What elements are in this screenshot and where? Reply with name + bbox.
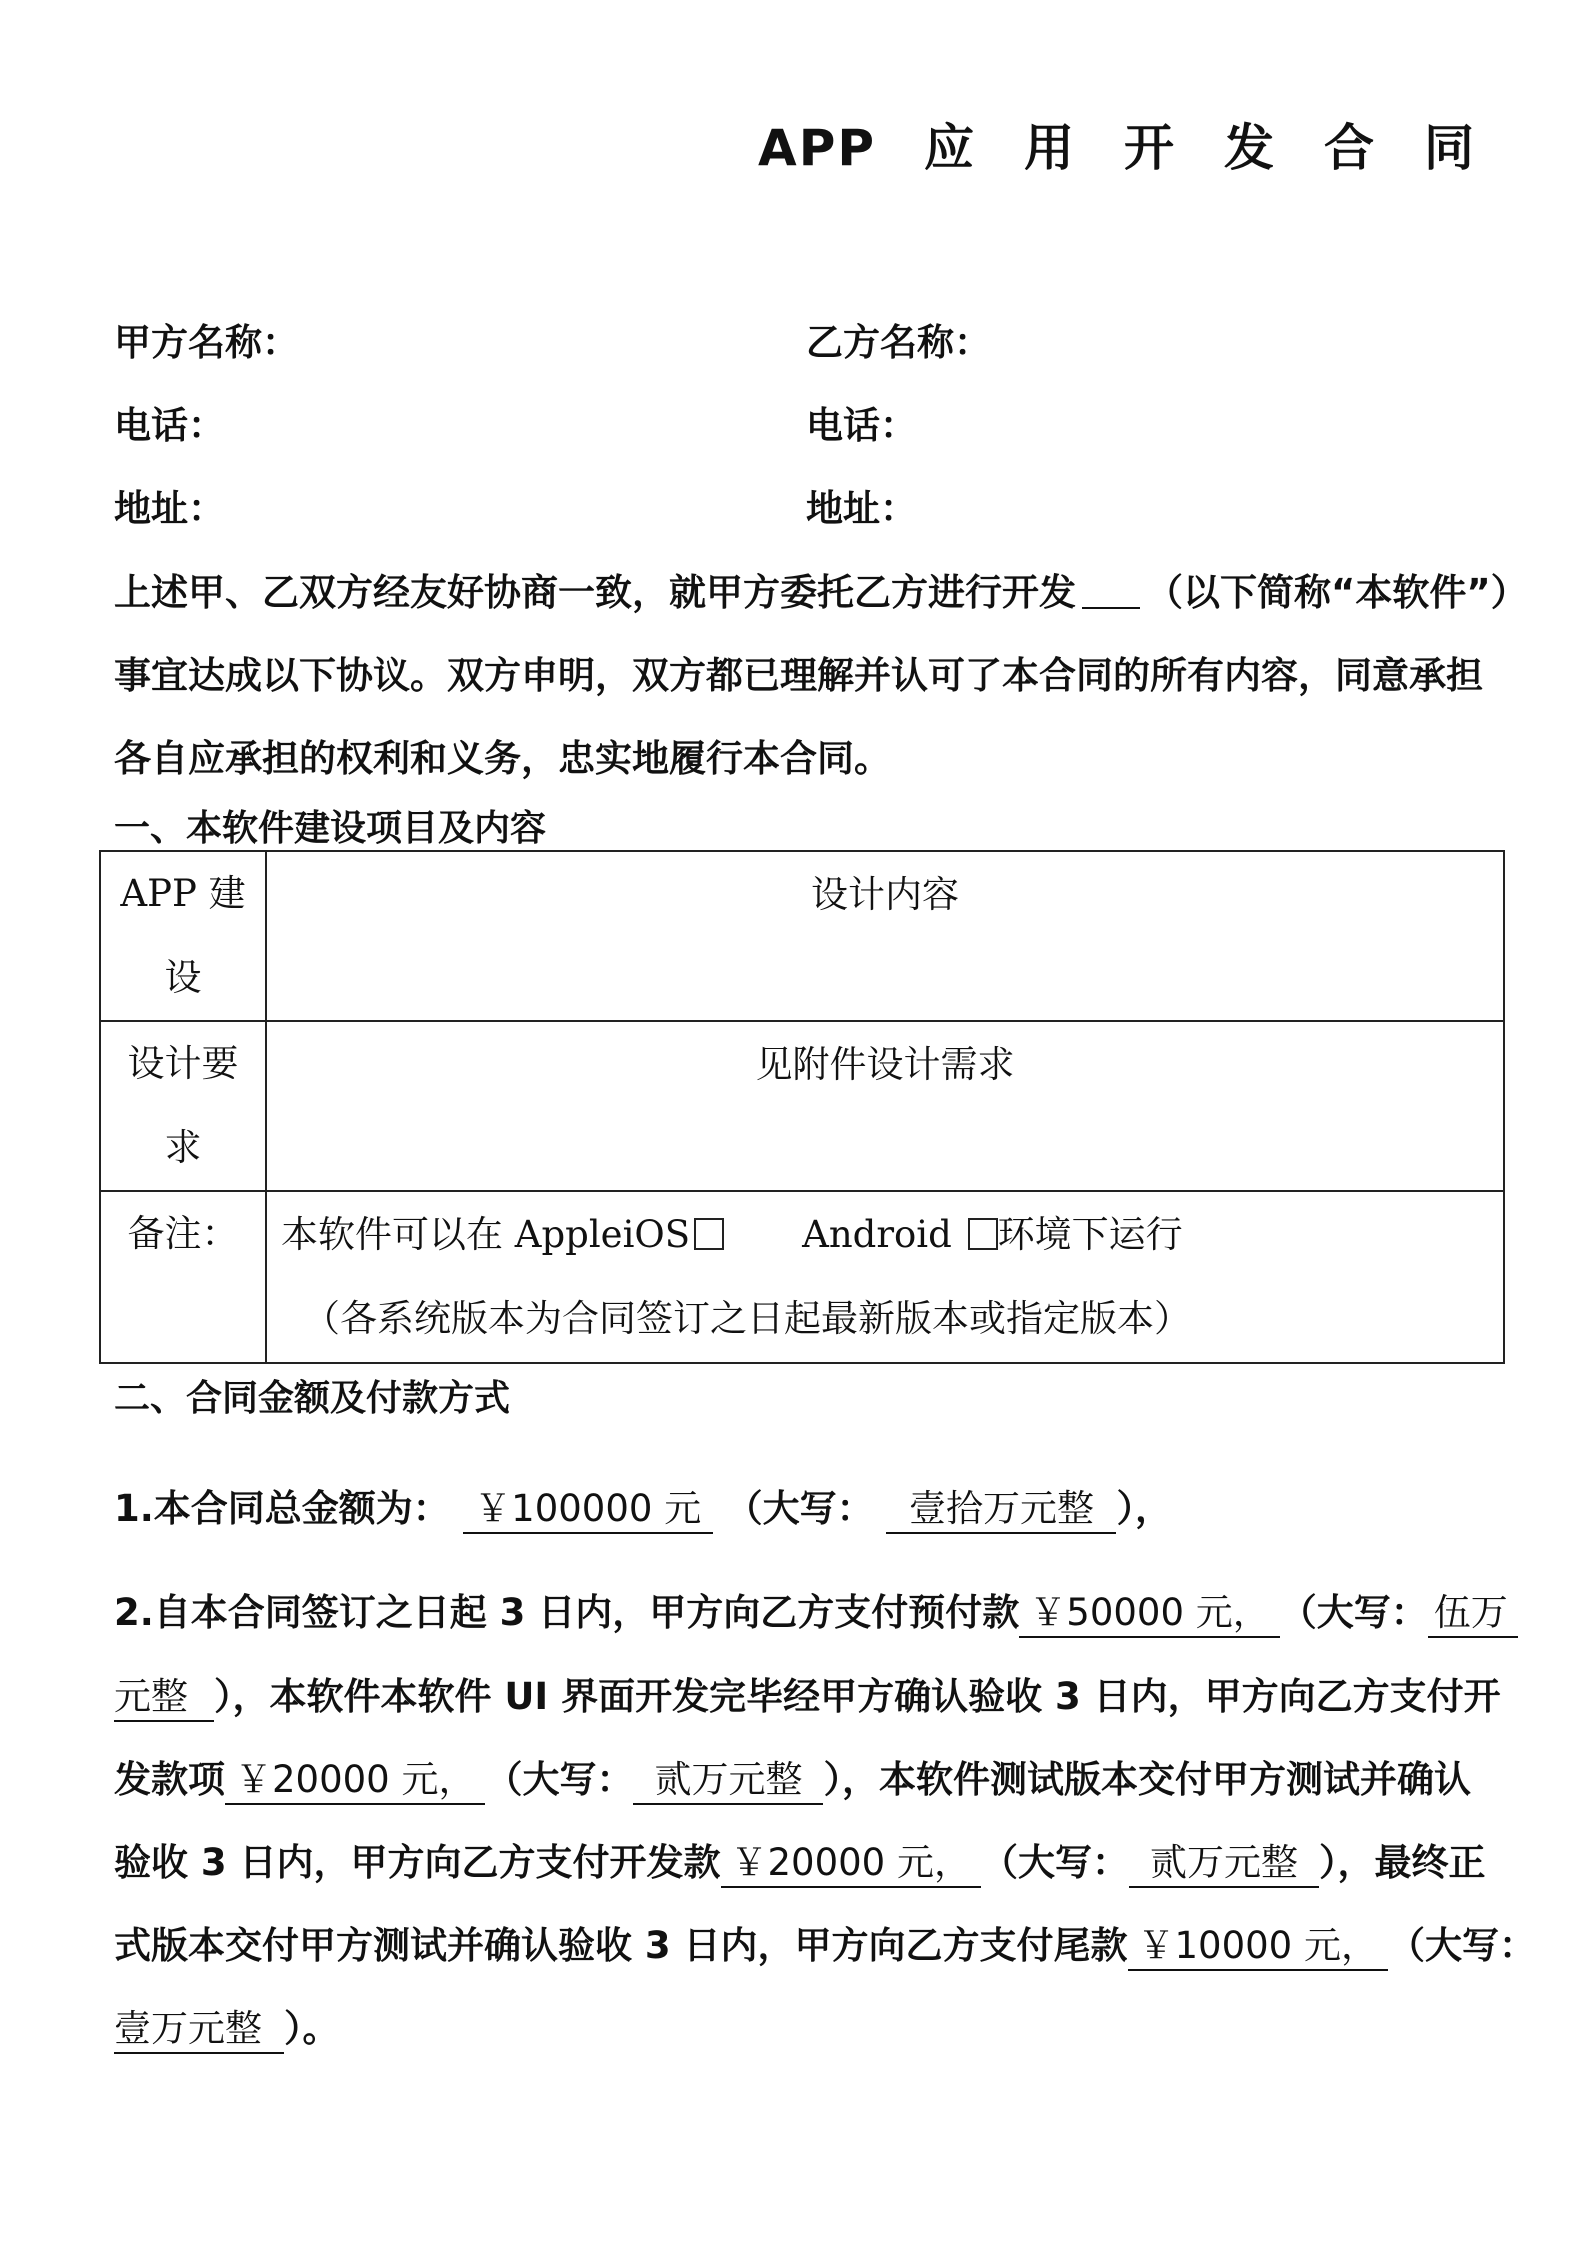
table-row (100, 1021, 1504, 1191)
table-row (100, 1191, 1504, 1363)
final-payment-amount: ￥10000 元， (1128, 1915, 1388, 1971)
payment-item-2-line-2 (114, 1666, 1501, 1722)
party-a-name-label: 甲方名称： (114, 321, 299, 364)
project-content-table (99, 850, 1505, 1364)
payment-text: ），最终正 (1318, 1841, 1486, 1884)
intro-line-2: 事宜达成以下协议。双方申明，双方都已理解并认可了本合同的所有内容，同意承担 (114, 654, 1483, 697)
test-version-daxie: 贰万元整 (1129, 1832, 1319, 1888)
row-label-text: 设计要 (127, 1042, 239, 1085)
payment-item-2-line-4 (114, 1832, 1485, 1888)
payment-item-2-line-1 (114, 1582, 1518, 1638)
row-content-text: 设计内容 (811, 873, 959, 916)
title-char: 发 (1224, 119, 1276, 177)
title-char: 同 (1424, 119, 1476, 177)
payment-text: ）。 (284, 2007, 340, 2050)
payment-text: （大写： (980, 1841, 1129, 1884)
table-cell-label (100, 851, 266, 1021)
table-cell-notes (266, 1191, 1504, 1363)
row-content-text: 见附件设计需求 (755, 1043, 1015, 1086)
party-a-address-label: 地址： (114, 487, 225, 530)
intro-text: 上述甲、乙双方经友好协商一致，就甲方委托乙方进行开发 (114, 571, 1076, 614)
prepayment-amount: ￥50000 元， (1019, 1582, 1279, 1638)
payment-text: 发款项 (114, 1758, 225, 1801)
notes-line-1 (281, 1193, 1502, 1277)
intro-text: （以下简称“本软件”） (1146, 571, 1528, 614)
prepayment-daxie-part2: 元整 (114, 1666, 214, 1722)
final-payment-daxie: 壹万元整 (114, 1998, 284, 2054)
payment-item-2-line-5 (114, 1915, 1536, 1971)
row-label-text: APP 建 (120, 872, 246, 915)
total-amount: ￥100000 元 (463, 1478, 713, 1534)
software-name-blank (1082, 577, 1140, 609)
table-cell-label (100, 1191, 266, 1363)
document-title (758, 108, 1476, 180)
table-cell-label (100, 1021, 266, 1191)
title-app: APP (758, 119, 876, 177)
row-label-text: 设 (164, 956, 202, 999)
payment-text: ），本软件测试版本交付甲方测试并确认 (823, 1758, 1471, 1801)
title-char: 应 (924, 119, 976, 177)
notes-text: Android (802, 1213, 952, 1256)
title-char: 合 (1324, 119, 1376, 177)
ui-development-daxie: 贰万元整 (633, 1749, 823, 1805)
row-label-text: 求 (164, 1126, 202, 1169)
payment-text: 2.自本合同签订之日起 3 日内，甲方向乙方支付预付款 (114, 1591, 1020, 1634)
party-b-name-label: 乙方名称： (806, 321, 991, 364)
payment-text: （大写： (485, 1758, 634, 1801)
table-row (100, 851, 1504, 1021)
title-char: 开 (1124, 119, 1176, 177)
payment-item-1 (114, 1478, 1172, 1534)
test-version-amount: ￥20000 元， (721, 1832, 981, 1888)
payment-text: （大写： (1279, 1591, 1428, 1634)
notes-line-2: （各系统版本为合同签订之日起最新版本或指定版本） (303, 1297, 1191, 1340)
payment-item-2-line-6 (114, 1998, 340, 2054)
ui-development-amount: ￥20000 元， (225, 1749, 485, 1805)
table-cell-content (266, 1021, 1504, 1191)
android-checkbox[interactable] (968, 1218, 998, 1250)
notes-text: 环境下运行 (997, 1213, 1183, 1256)
payment-text: 1.本合同总金额为： (114, 1487, 450, 1530)
intro-line-1 (114, 562, 1528, 616)
total-amount-daxie: 壹拾万元整 (886, 1478, 1116, 1534)
payment-text: 验收 3 日内，甲方向乙方支付开发款 (114, 1841, 721, 1884)
intro-line-3: 各自应承担的权利和义务，忠实地履行本合同。 (114, 737, 891, 780)
row-label-text: 备注： (127, 1212, 239, 1255)
party-b-phone-label: 电话： (806, 404, 917, 447)
table-cell-content (266, 851, 1504, 1021)
title-char: 用 (1024, 119, 1076, 177)
party-b-address-label: 地址： (806, 487, 917, 530)
payment-text: ），本软件本软件 UI 界面开发完毕经甲方确认验收 3 日内，甲方向乙方支付开 (214, 1675, 1501, 1718)
payment-text: 式版本交付甲方测试并确认验收 3 日内，甲方向乙方支付尾款 (114, 1924, 1128, 1967)
section-1-heading: 一、本软件建设项目及内容 (114, 808, 547, 849)
prepayment-daxie-part1: 伍万 (1428, 1582, 1518, 1638)
notes-text: 本软件可以在 AppleiOS (281, 1213, 691, 1256)
section-2-heading: 二、合同金额及付款方式 (114, 1378, 511, 1419)
payment-text: （大写： (1387, 1924, 1536, 1967)
ios-checkbox[interactable] (694, 1218, 724, 1250)
payment-text: ）， (1116, 1487, 1172, 1530)
party-a-phone-label: 电话： (114, 404, 225, 447)
payment-item-2-line-3 (114, 1749, 1471, 1805)
payment-text: （大写： (725, 1487, 874, 1530)
